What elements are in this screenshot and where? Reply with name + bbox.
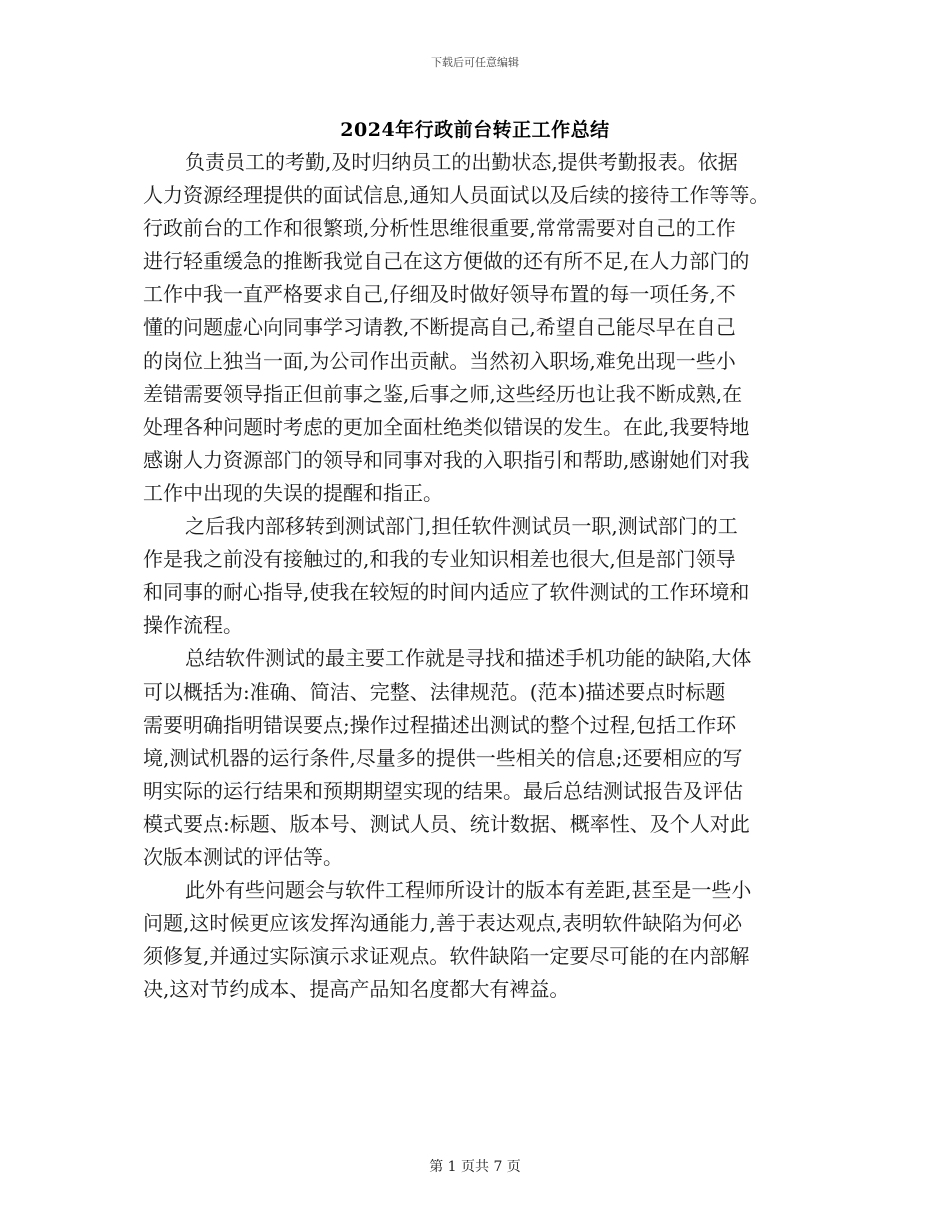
text-line: 进行轻重缓急的推断我觉自己在这方便做的还有所不足,在人力部门的 [143, 249, 750, 274]
document-title: 2024年行政前台转正工作总结 [340, 119, 610, 141]
text-line: 作是我之前没有接触过的,和我的专业知识相差也很大,但是部门领导 [143, 547, 736, 572]
page-header-note: 下载后可任意编辑 [431, 56, 519, 69]
text-line: 需要明确指明错误要点;操作过程描述出测试的整个过程,包括工作环 [143, 712, 737, 737]
text-line: 负责员工的考勤,及时归纳员工的出勤状态,提供考勤报表。依据 [185, 150, 738, 174]
text-line: 差错需要领导指正但前事之鉴,后事之师,这些经历也让我不断成熟,在 [143, 381, 743, 406]
text-line: 懂的问题虚心向同事学习请教,不断提高自己,希望自己能尽早在自己 [143, 315, 736, 340]
text-line: 处理各种问题时考虑的更加全面杜绝类似错误的发生。在此,我要特地 [143, 414, 750, 439]
paragraph-1 [143, 146, 819, 510]
text-line: 工作中出现的失误的提醒和指正。 [143, 480, 443, 505]
page-number: 第 1 页共 7 页 [429, 1159, 521, 1175]
paragraph-2 [143, 510, 819, 642]
text-line: 感谢人力资源部门的领导和同事对我的入职指引和帮助,感谢她们对我 [143, 447, 750, 472]
document-body [143, 146, 819, 1006]
text-line: 须修复,并通过实际演示求证观点。软件缺陷一定要尽可能的在内部解 [143, 944, 750, 969]
text-line: 明实际的运行结果和预期期望实现的结果。最后总结测试报告及评估 [143, 778, 743, 803]
paragraph-4 [143, 874, 819, 1006]
text-line: 决,这对节约成本、提高产品知名度都大有裨益。 [143, 977, 570, 1002]
text-line: 和同事的耐心指导,使我在较短的时间内适应了软件测试的工作环境和 [143, 580, 750, 605]
text-line: 总结软件测试的最主要工作就是寻找和描述手机功能的缺陷,大体 [185, 646, 752, 671]
text-line: 操作流程。 [143, 613, 243, 638]
text-line: 此外有些问题会与软件工程师所设计的版本有差距,甚至是一些小 [185, 878, 752, 903]
text-line: 模式要点:标题、版本号、测试人员、统计数据、概率性、及个人对此 [143, 811, 750, 836]
text-line: 次版本测试的评估等。 [143, 844, 343, 869]
text-line: 境,测试机器的运行条件,尽量多的提供一些相关的信息;还要相应的写 [143, 745, 743, 770]
paragraph-3 [143, 642, 819, 874]
text-line: 之后我内部移转到测试部门,担任软件测试员一职,测试部门的工 [185, 514, 738, 539]
text-line: 行政前台的工作和很繁琐,分析性思维很重要,常常需要对自己的工作 [143, 216, 736, 241]
text-line: 工作中我一直严格要求自己,仔细及时做好领导布置的每一项任务,不 [143, 282, 736, 307]
text-line: 可以概括为:准确、简洁、完整、法律规范。(范本)描述要点时标题 [143, 679, 726, 704]
text-line: 人力资源经理提供的面试信息,通知人员面试以及后续的接待工作等等。 [143, 183, 770, 208]
text-line: 问题,这时候更应该发挥沟通能力,善于表达观点,表明软件缺陷为何必 [143, 911, 743, 936]
text-line: 的岗位上独当一面,为公司作出贡献。当然初入职场,难免出现一些小 [143, 348, 736, 373]
